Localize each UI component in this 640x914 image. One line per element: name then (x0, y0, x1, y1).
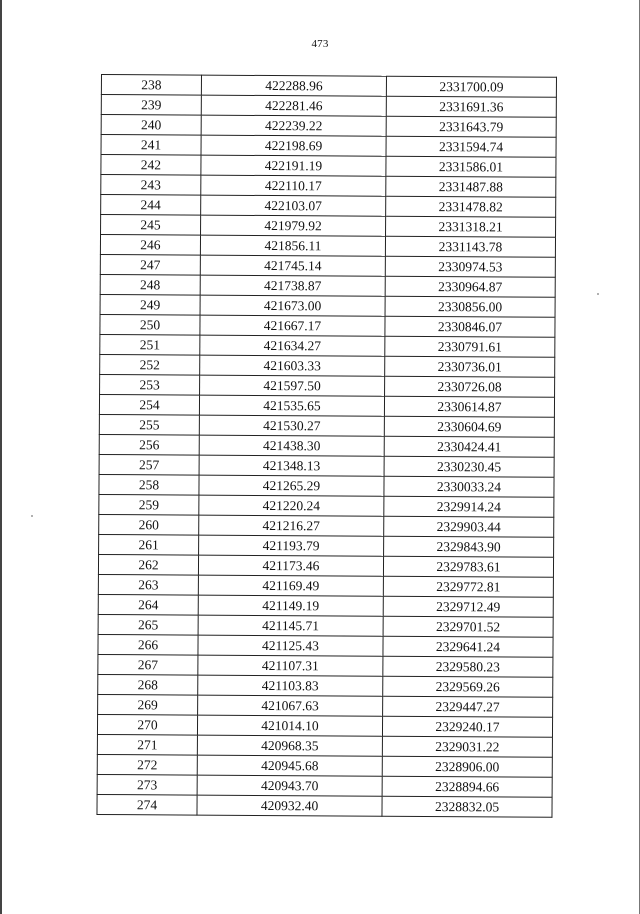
y-coordinate-cell: 2329772.81 (383, 576, 553, 597)
point-number-cell: 242 (101, 155, 201, 176)
y-coordinate-cell: 2329712.49 (383, 596, 553, 617)
table-row (98, 554, 553, 577)
point-number-cell: 261 (99, 534, 199, 555)
table-row (97, 714, 552, 737)
x-coordinate-cell: 422288.96 (201, 75, 386, 96)
x-coordinate-cell: 421103.83 (198, 675, 383, 696)
point-number-cell: 263 (98, 574, 198, 595)
y-coordinate-cell: 2330726.08 (385, 376, 555, 397)
point-number-cell: 252 (100, 354, 200, 375)
point-number-cell: 268 (98, 674, 198, 695)
x-coordinate-cell: 421149.19 (198, 595, 383, 616)
y-coordinate-cell: 2329031.22 (382, 736, 552, 757)
y-coordinate-cell: 2330791.61 (385, 336, 555, 357)
point-number-cell: 274 (97, 794, 197, 815)
table-row (101, 155, 556, 178)
table-row (98, 614, 553, 637)
y-coordinate-cell: 2330974.53 (385, 256, 555, 277)
x-coordinate-cell: 422103.07 (201, 195, 386, 216)
point-number-cell: 254 (99, 394, 199, 415)
point-number-cell: 262 (98, 554, 198, 575)
y-coordinate-cell: 2331691.36 (386, 96, 556, 117)
table-row (99, 474, 554, 497)
x-coordinate-cell: 421173.46 (198, 555, 383, 576)
table-row (98, 694, 553, 717)
x-coordinate-cell: 421530.27 (199, 415, 384, 436)
table-row (99, 394, 554, 417)
y-coordinate-cell: 2330604.69 (384, 416, 554, 437)
point-number-cell: 260 (99, 514, 199, 535)
x-coordinate-cell: 421634.27 (200, 335, 385, 356)
x-coordinate-cell: 421603.33 (200, 355, 385, 376)
point-number-cell: 256 (99, 434, 199, 455)
y-coordinate-cell: 2331700.09 (386, 76, 556, 97)
page-number: 473 (311, 38, 329, 50)
table-row (101, 175, 556, 198)
x-coordinate-cell: 421438.30 (199, 435, 384, 456)
table-row (100, 334, 555, 357)
y-coordinate-cell: 2330614.87 (384, 396, 554, 417)
y-coordinate-cell: 2329914.24 (384, 496, 554, 517)
y-coordinate-cell: 2328894.66 (382, 776, 552, 797)
point-number-cell: 264 (98, 594, 198, 615)
point-number-cell: 270 (97, 714, 197, 735)
point-number-cell: 272 (97, 754, 197, 775)
table-row (101, 75, 556, 98)
y-coordinate-cell: 2329701.52 (383, 616, 553, 637)
point-number-cell: 266 (98, 634, 198, 655)
x-coordinate-cell: 421169.49 (198, 575, 383, 596)
table-row (98, 654, 553, 677)
table-row (100, 254, 555, 277)
point-number-cell: 250 (100, 314, 200, 335)
point-number-cell: 255 (99, 414, 199, 435)
table-row (97, 754, 552, 777)
y-coordinate-cell: 2331586.01 (386, 156, 556, 177)
x-coordinate-cell: 421738.87 (200, 275, 385, 296)
table-row (98, 674, 553, 697)
table-row (98, 574, 553, 597)
x-coordinate-cell: 421193.79 (199, 535, 384, 556)
y-coordinate-cell: 2329569.26 (383, 676, 553, 697)
point-number-cell: 238 (101, 75, 201, 96)
x-coordinate-cell: 421348.13 (199, 455, 384, 476)
x-coordinate-cell: 422110.17 (201, 175, 386, 196)
table-row (100, 294, 555, 317)
y-coordinate-cell: 2330424.41 (384, 436, 554, 457)
y-coordinate-cell: 2328832.05 (382, 796, 552, 817)
x-coordinate-cell: 420943.70 (197, 775, 382, 796)
x-coordinate-cell: 421535.65 (199, 395, 384, 416)
y-coordinate-cell: 2330033.24 (384, 476, 554, 497)
x-coordinate-cell: 421107.31 (198, 655, 383, 676)
y-coordinate-cell: 2330736.01 (385, 356, 555, 377)
scan-left-edge (0, 0, 2, 914)
table-row (97, 774, 552, 797)
table-row (101, 95, 556, 118)
x-coordinate-cell: 422239.22 (201, 115, 386, 136)
point-number-cell: 273 (97, 774, 197, 795)
table-row (100, 374, 555, 397)
point-number-cell: 247 (100, 254, 200, 275)
table-row (99, 514, 554, 537)
table-row (99, 434, 554, 457)
x-coordinate-cell: 422198.69 (201, 135, 386, 156)
y-coordinate-cell: 2330964.87 (385, 276, 555, 297)
x-coordinate-cell: 421014.10 (197, 715, 382, 736)
x-coordinate-cell: 422281.46 (201, 95, 386, 116)
y-coordinate-cell: 2331143.78 (385, 236, 555, 257)
scan-speck (597, 293, 599, 295)
table-row (101, 115, 556, 138)
y-coordinate-cell: 2330230.45 (384, 456, 554, 477)
y-coordinate-cell: 2331487.88 (386, 176, 556, 197)
y-coordinate-cell: 2331478.82 (386, 196, 556, 217)
x-coordinate-cell: 420932.40 (197, 795, 382, 816)
y-coordinate-cell: 2330856.00 (385, 296, 555, 317)
point-number-cell: 240 (101, 115, 201, 136)
point-number-cell: 241 (101, 135, 201, 156)
point-number-cell: 239 (101, 95, 201, 116)
point-number-cell: 271 (97, 734, 197, 755)
point-number-cell: 253 (100, 374, 200, 395)
y-coordinate-cell: 2329580.23 (383, 656, 553, 677)
x-coordinate-cell: 420945.68 (197, 755, 382, 776)
x-coordinate-cell: 421979.92 (201, 215, 386, 236)
point-number-cell: 269 (98, 694, 198, 715)
point-number-cell: 257 (99, 454, 199, 475)
coordinate-table (96, 74, 557, 818)
x-coordinate-cell: 421597.50 (200, 375, 385, 396)
y-coordinate-cell: 2329641.24 (383, 636, 553, 657)
y-coordinate-cell: 2329903.44 (384, 516, 554, 537)
y-coordinate-cell: 2329447.27 (383, 696, 553, 717)
x-coordinate-cell: 422191.19 (201, 155, 386, 176)
point-number-cell: 259 (99, 494, 199, 515)
x-coordinate-cell: 421145.71 (198, 615, 383, 636)
x-coordinate-cell: 421220.24 (199, 495, 384, 516)
table-row (99, 534, 554, 557)
x-coordinate-cell: 421856.11 (200, 235, 385, 256)
table-row (100, 235, 555, 258)
x-coordinate-cell: 421667.17 (200, 315, 385, 336)
y-coordinate-cell: 2329240.17 (382, 716, 552, 737)
x-coordinate-cell: 421745.14 (200, 255, 385, 276)
table-row (101, 195, 556, 218)
table-row (100, 354, 555, 377)
x-coordinate-cell: 421673.00 (200, 295, 385, 316)
point-number-cell: 258 (99, 474, 199, 495)
table-row (97, 734, 552, 757)
table-row (101, 135, 556, 158)
y-coordinate-cell: 2330846.07 (385, 316, 555, 337)
y-coordinate-cell: 2331318.21 (386, 216, 556, 237)
x-coordinate-cell: 421067.63 (198, 695, 383, 716)
point-number-cell: 267 (98, 654, 198, 675)
y-coordinate-cell: 2331643.79 (386, 116, 556, 137)
x-coordinate-cell: 421125.43 (198, 635, 383, 656)
coordinate-table-body (97, 75, 557, 818)
table-row (100, 274, 555, 297)
y-coordinate-cell: 2331594.74 (386, 136, 556, 157)
point-number-cell: 248 (100, 274, 200, 295)
table-row (101, 215, 556, 238)
point-number-cell: 243 (101, 175, 201, 196)
point-number-cell: 246 (100, 235, 200, 256)
table-row (99, 494, 554, 517)
table-row (97, 794, 552, 817)
scan-speck (31, 515, 33, 517)
point-number-cell: 244 (101, 195, 201, 216)
point-number-cell: 249 (100, 294, 200, 315)
table-row (99, 454, 554, 477)
y-coordinate-cell: 2329843.90 (384, 536, 554, 557)
x-coordinate-cell: 421265.29 (199, 475, 384, 496)
table-row (98, 634, 553, 657)
point-number-cell: 251 (100, 334, 200, 355)
table-row (100, 314, 555, 337)
table-row (98, 594, 553, 617)
y-coordinate-cell: 2329783.61 (383, 556, 553, 577)
x-coordinate-cell: 421216.27 (199, 515, 384, 536)
x-coordinate-cell: 420968.35 (197, 735, 382, 756)
point-number-cell: 245 (101, 215, 201, 236)
y-coordinate-cell: 2328906.00 (382, 756, 552, 777)
table-row (99, 414, 554, 437)
point-number-cell: 265 (98, 614, 198, 635)
